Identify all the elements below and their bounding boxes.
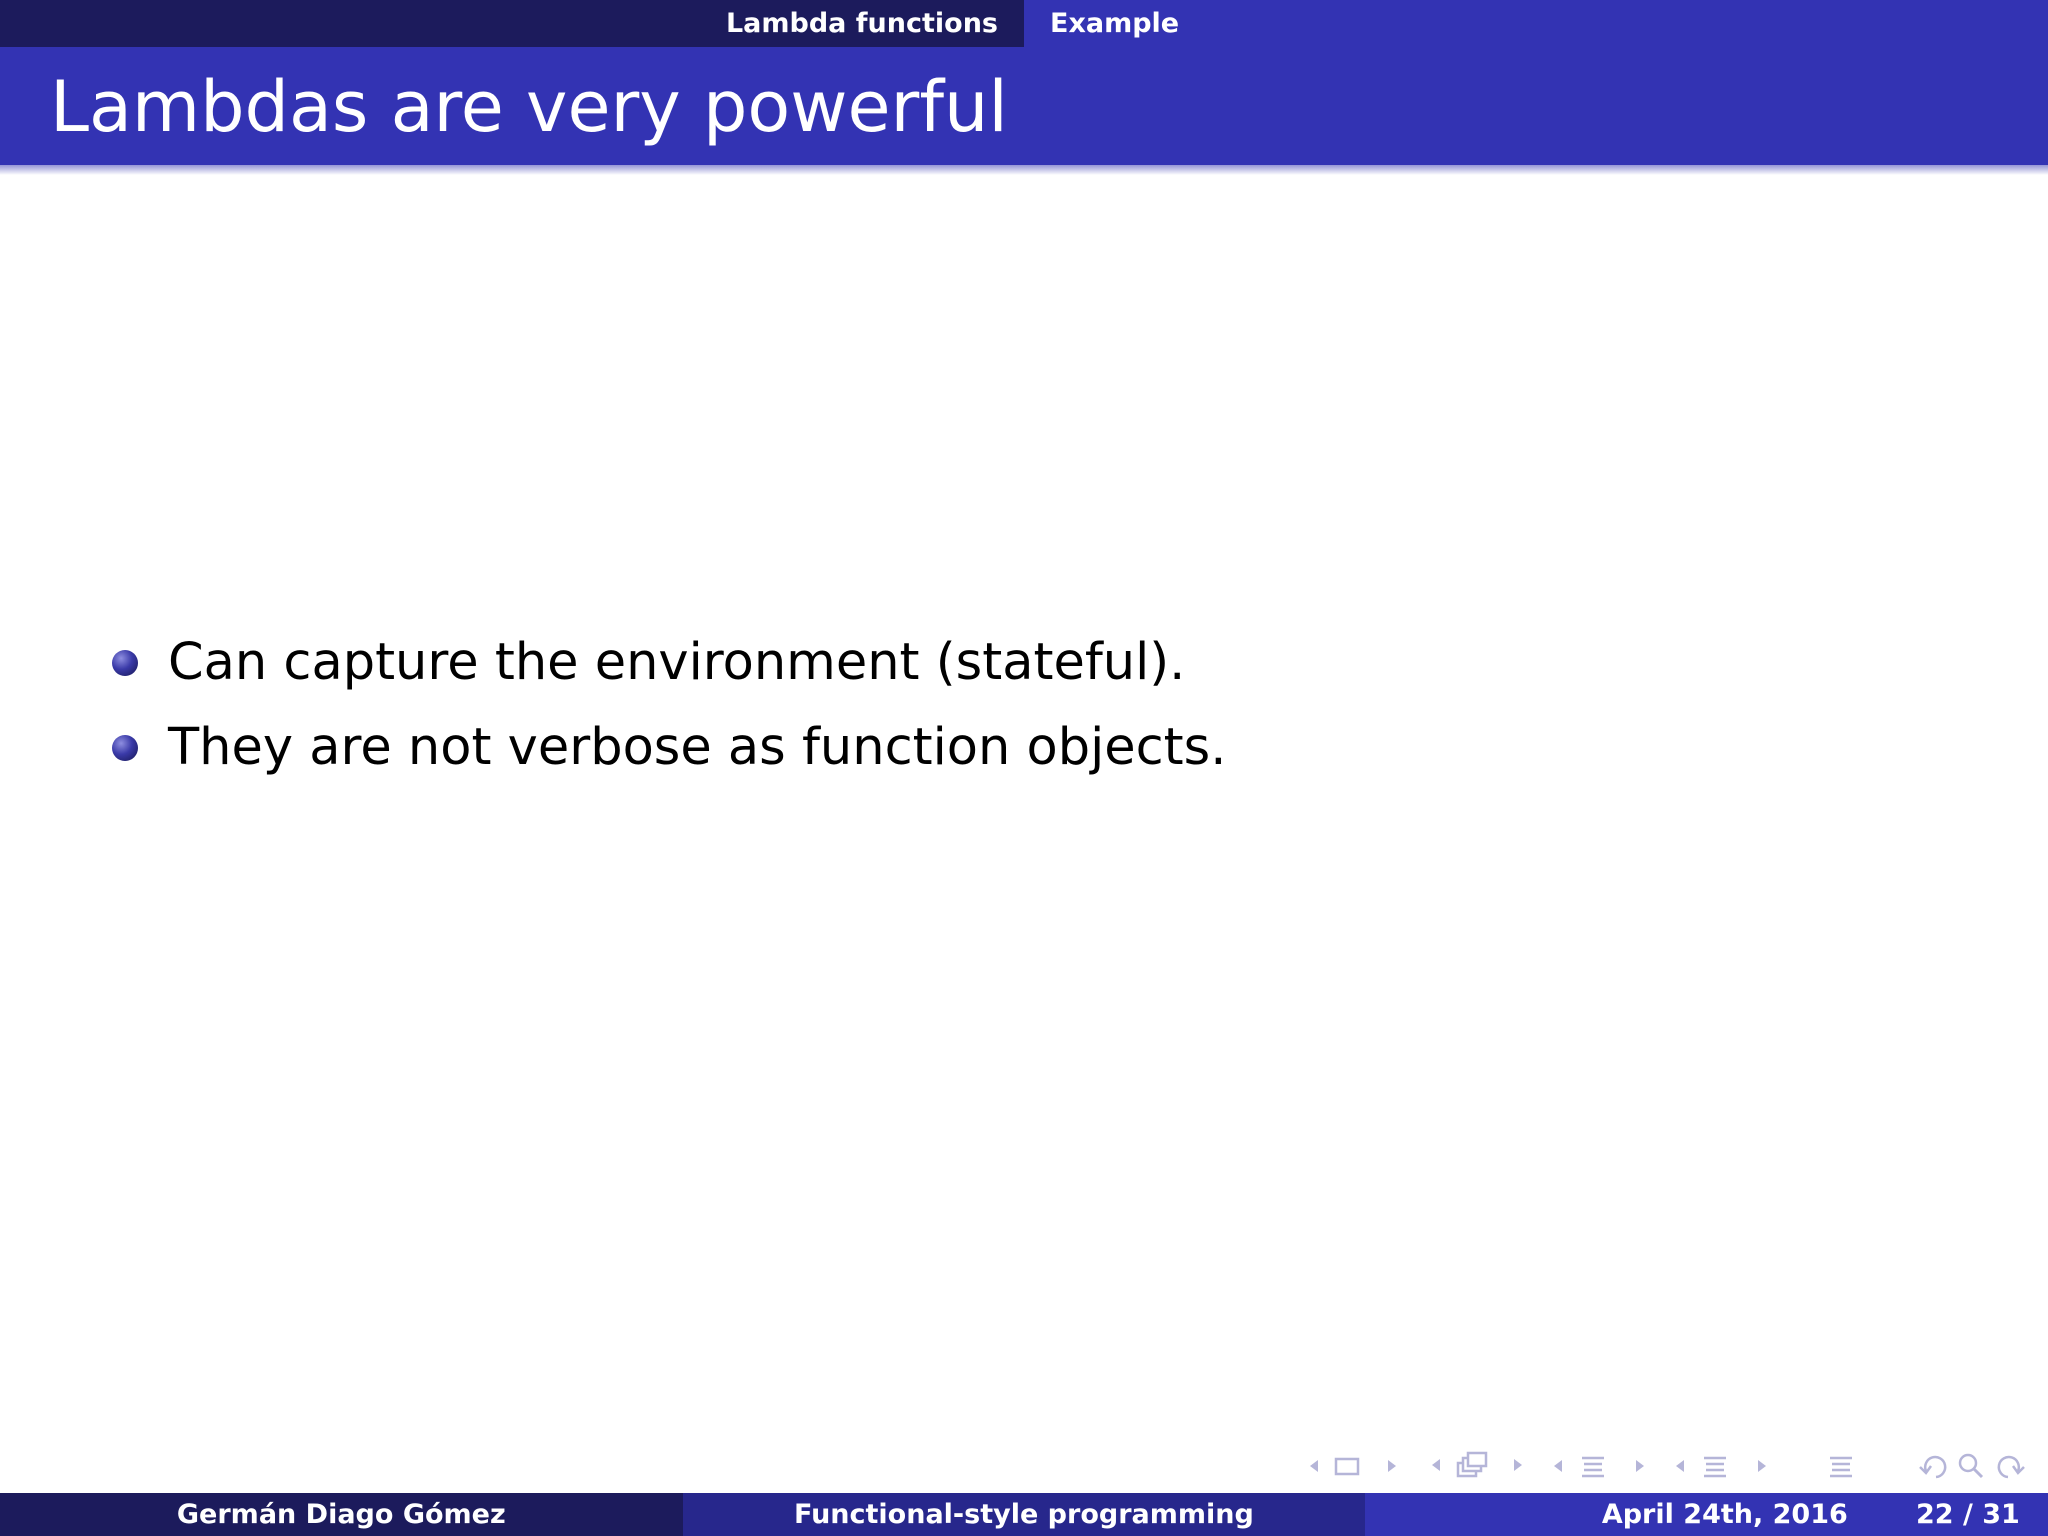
redo-icon[interactable] xyxy=(1994,1451,2026,1481)
undo-icon[interactable] xyxy=(1918,1451,1950,1481)
slide-title: Lambdas are very powerful xyxy=(50,66,1008,148)
header-navigation-bar xyxy=(0,0,2048,47)
bullet-icon xyxy=(112,650,138,676)
footer-bar xyxy=(0,1493,2048,1536)
page-number: 22 / 31 xyxy=(1915,1499,2020,1530)
header-right xyxy=(1024,0,2048,47)
footer-date: April 24th, 2016 xyxy=(1601,1499,1848,1530)
nav-section-lambda-functions[interactable]: Lambda functions xyxy=(725,8,998,39)
subsection-nav-icon[interactable] xyxy=(1428,1450,1528,1480)
bullet-text: They are not verbose as function objects. xyxy=(168,718,1227,777)
presentation-nav-icon[interactable] xyxy=(1672,1452,1772,1480)
nav-subsection-example[interactable]: Example xyxy=(1050,8,1180,39)
bullet-list xyxy=(112,620,1226,790)
footer-author: Germán Diago Gómez xyxy=(0,1493,683,1536)
list-item xyxy=(112,620,1226,705)
align-icon[interactable] xyxy=(1826,1452,1856,1480)
section-nav-icon[interactable] xyxy=(1550,1452,1650,1480)
footer-date-page xyxy=(1365,1493,2048,1536)
bullet-text: Can capture the environment (stateful). xyxy=(168,633,1186,692)
header-left xyxy=(0,0,1024,47)
search-icon[interactable] xyxy=(1956,1451,1986,1481)
footer-title: Functional-style programming xyxy=(683,1493,1366,1536)
frame-title-bar xyxy=(0,47,2048,165)
frame-nav-icon[interactable] xyxy=(1306,1452,1402,1480)
list-item xyxy=(112,705,1226,790)
navigation-symbols xyxy=(1300,1448,2030,1482)
bullet-icon xyxy=(112,735,138,761)
